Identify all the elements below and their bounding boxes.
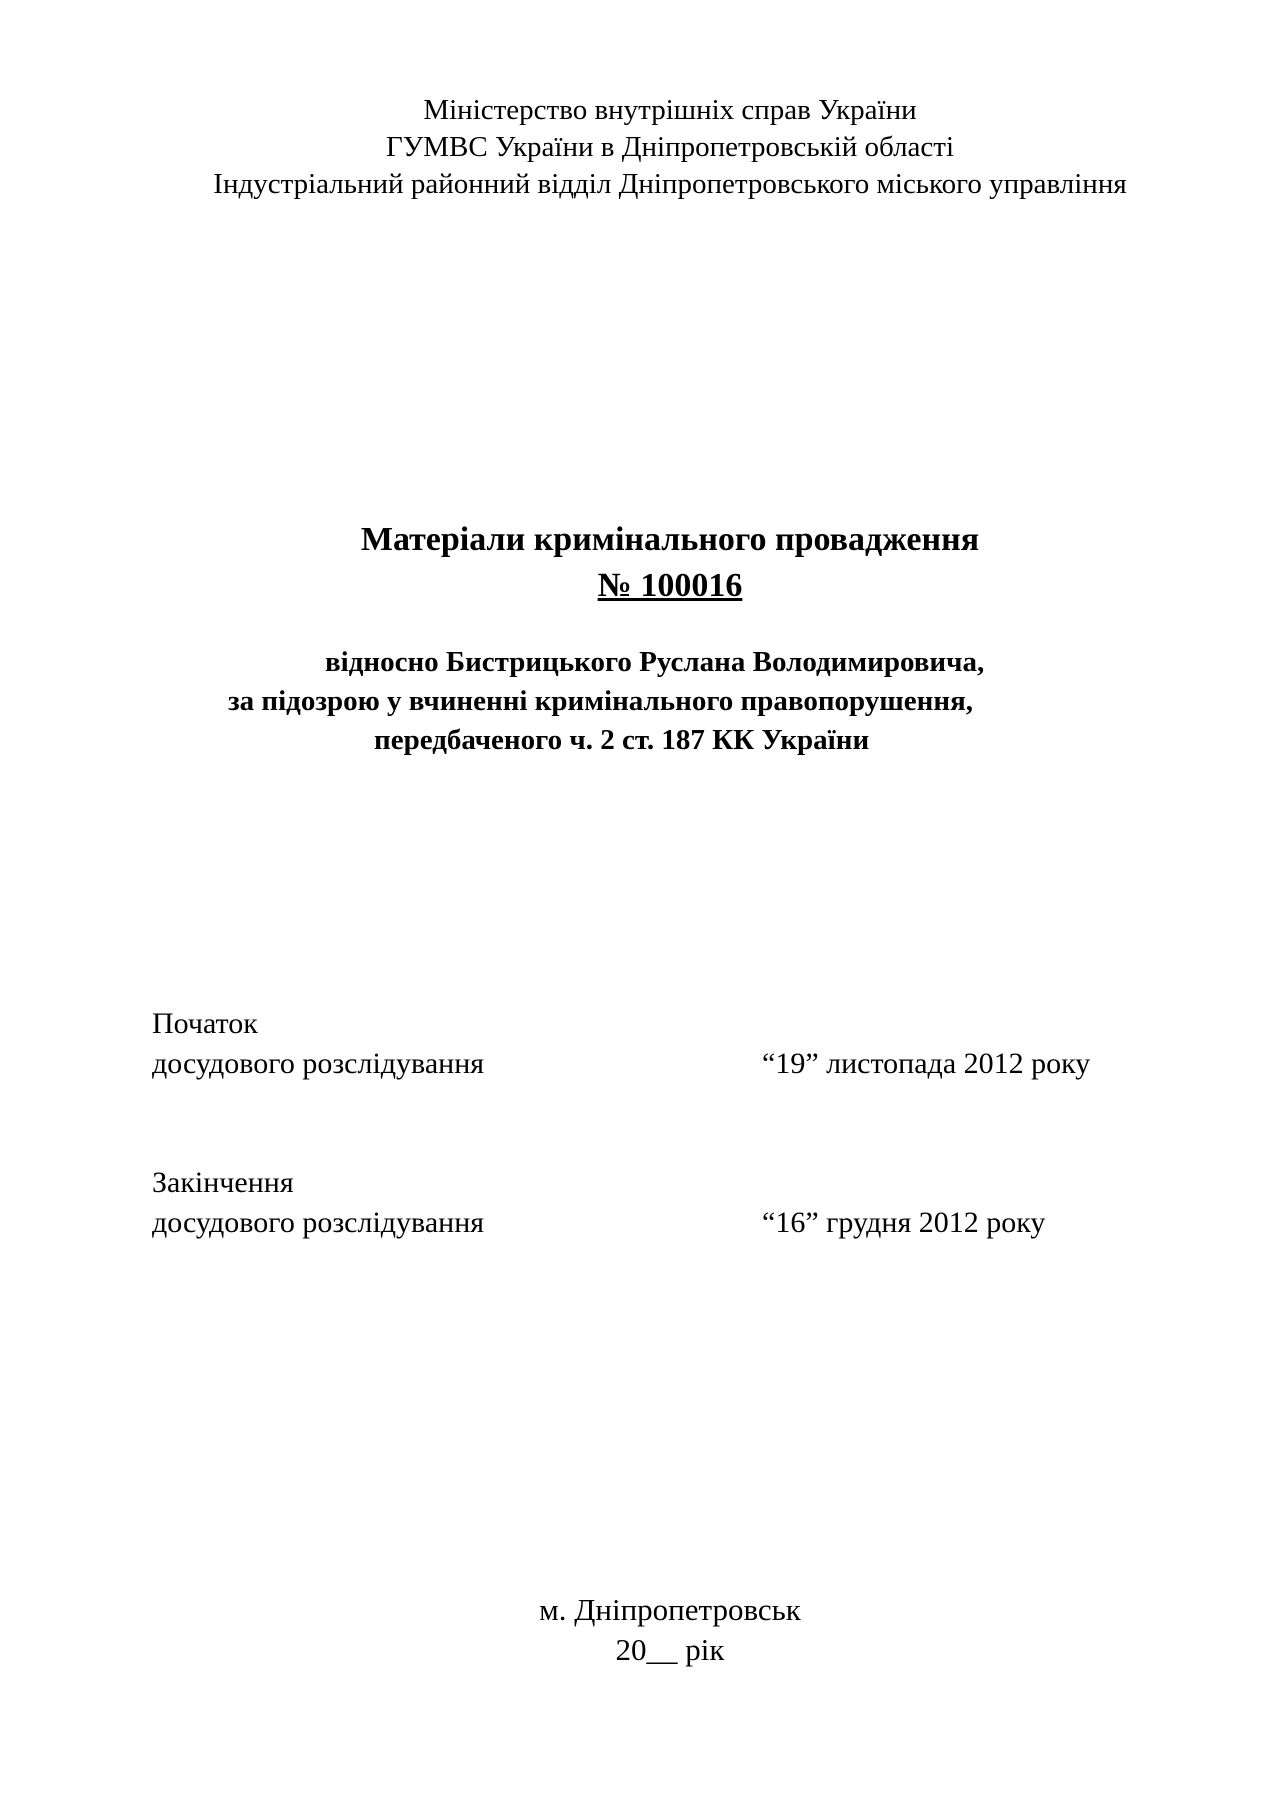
document-header — [0, 92, 1280, 203]
suspicion-description: за підозрою у вчиненні кримінального правопорушення, — [228, 685, 974, 717]
start-date: “19” листопада 2012 року — [762, 1047, 1091, 1080]
document-title — [0, 517, 1280, 609]
investigation-end — [152, 1163, 1152, 1243]
year: 20__ рік — [615, 1632, 725, 1667]
start-label-continued: досудового розслідування — [152, 1047, 485, 1080]
city: м. Дніпропетровськ — [539, 1592, 801, 1627]
suspect-name: відносно Бистрицького Руслана Володимировича, — [325, 646, 985, 678]
ministry-name: Міністерство внутрішніх справ України — [423, 94, 917, 126]
regional-department: ГУМВС України в Дніпропетровській області — [385, 131, 955, 163]
end-label-continued: досудового розслідування — [152, 1206, 485, 1239]
end-date: “16” грудня 2012 року — [762, 1206, 1046, 1239]
title-text: Матеріали кримінального провадження — [360, 521, 980, 558]
document-footer — [0, 1590, 1280, 1670]
district-department: Індустріальний районний відділ Дніпропетровського міського управління — [213, 168, 1127, 200]
criminal-code-article: передбаченого ч. 2 ст. 187 КК України — [374, 724, 870, 756]
end-label: Закінчення — [152, 1166, 294, 1199]
investigation-start — [152, 1004, 1152, 1084]
case-number: № 100016 — [597, 567, 743, 604]
start-label: Початок — [152, 1007, 258, 1040]
